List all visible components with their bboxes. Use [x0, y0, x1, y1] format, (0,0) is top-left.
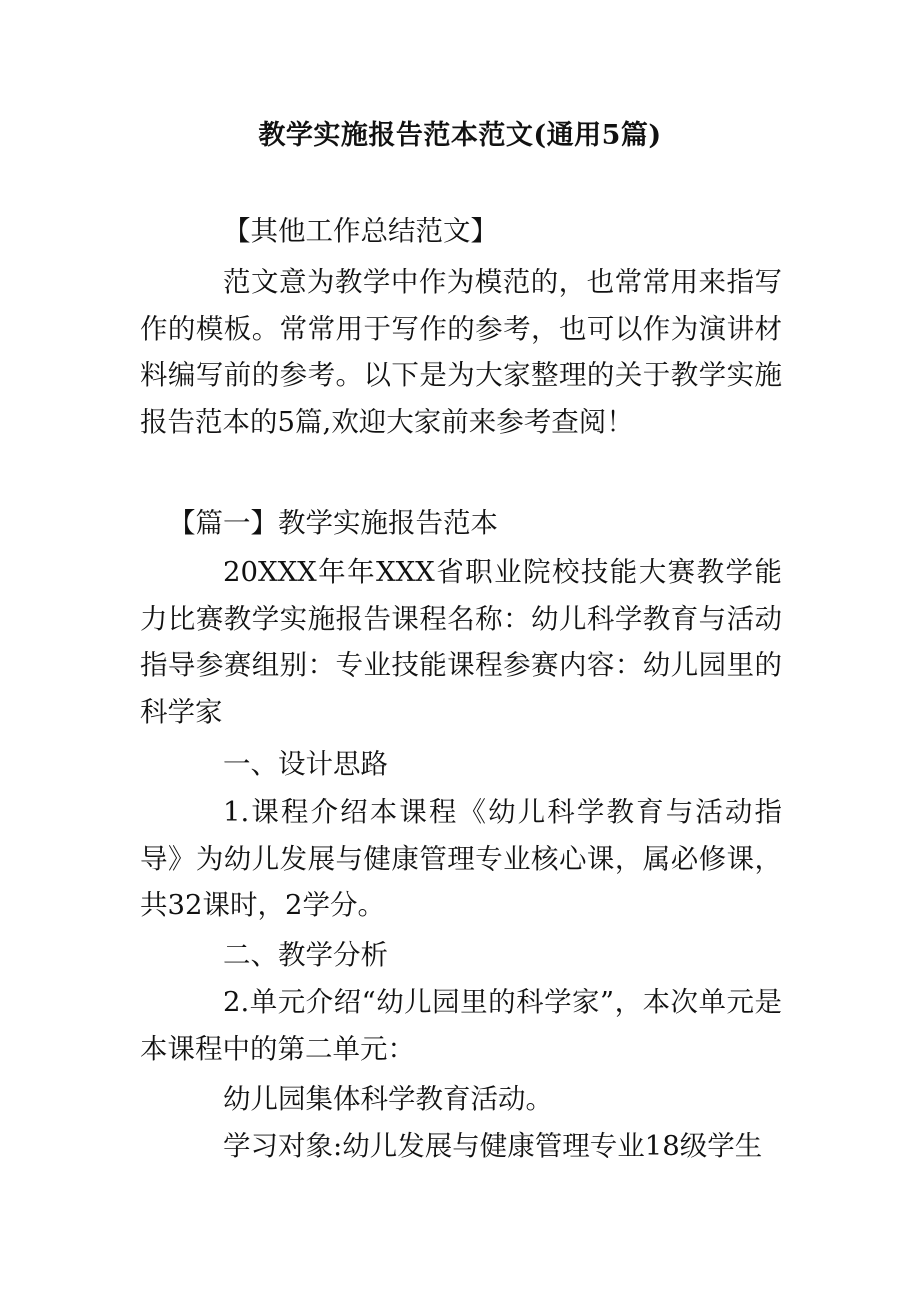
part-one-heading: 【篇一】教学实施报告范本	[168, 507, 498, 539]
collective-activity-paragraph: 幼儿园集体科学教育活动。	[223, 1083, 553, 1115]
part-one-intro-paragraph: 20XXX年年XXX省职业院校技能大赛教学能力比赛教学实施报告课程名称：幼儿科学教育与活动指导参赛组别：专业技能课程参赛内容：幼儿园里的科学家	[140, 556, 782, 728]
other-summary-heading: 【其他工作总结范文】	[223, 215, 498, 247]
learners-paragraph: 学习对象:幼儿发展与健康管理专业18级学生	[223, 1130, 763, 1162]
unit-introduction-paragraph: 2.单元介绍“幼儿园里的科学家”，本次单元是本课程中的第二单元：	[140, 986, 782, 1065]
teaching-analysis-heading: 二、教学分析	[223, 939, 388, 971]
document-title: 教学实施报告范本范文(通用5篇)	[258, 120, 662, 151]
intro-paragraph: 范文意为教学中作为模范的，也常常用来指写作的模板。常常用于写作的参考，也可以作为演讲材料编写前的参考。以下是为大家整理的关于教学实施报告范本的5篇,欢迎大家前来参考查阅！	[140, 266, 782, 438]
course-introduction-paragraph: 1.课程介绍本课程《幼儿科学教育与活动指导》为幼儿发展与健康管理专业核心课，属必修课，共32课时，2学分。	[140, 796, 782, 921]
design-ideas-heading: 一、设计思路	[223, 748, 388, 780]
